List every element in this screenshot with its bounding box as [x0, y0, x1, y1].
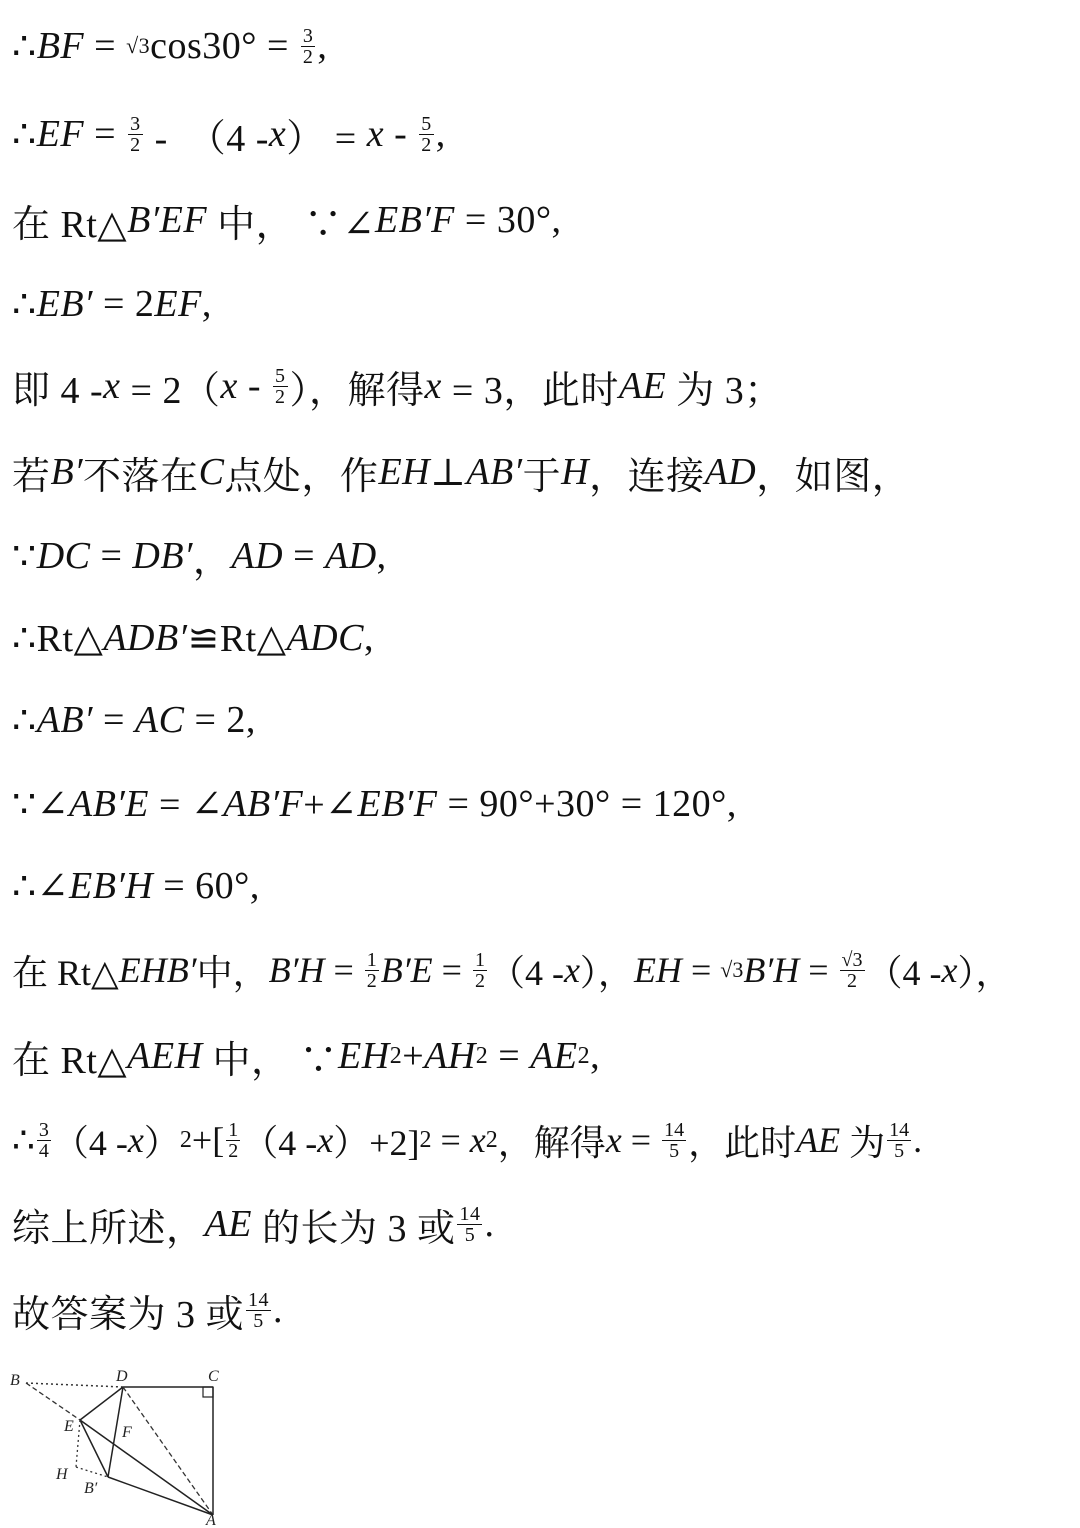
- solution-line-11: ∴∠ EB′H = 60°,: [12, 865, 260, 908]
- solution-line-10: ∵∠ AB′E = ∠ AB′F +∠ EB′F = 90°+30° = 120°,: [12, 783, 737, 826]
- label-H: H: [56, 1466, 68, 1483]
- solution-line-15: 综上所述， AE 的长为 3 或 $\frac{14}{5}$ .: [12, 1202, 495, 1250]
- solution-line-5: 即 4 - x = 2（ x - $\frac{5}{2}$ ），解得 x = 3，此时 AE 为 3；: [12, 364, 783, 412]
- label-F: F: [122, 1424, 132, 1441]
- label-D: D: [116, 1368, 128, 1385]
- solution-line-3: 在 Rt△ B′EF 中， ∵∠ EB′F = 30°,: [12, 199, 562, 246]
- label-C: C: [208, 1368, 219, 1385]
- solution-line-13: 在 Rt△ AEH 中， ∵ EH 2 + AH 2 = AE 2 ,: [12, 1035, 601, 1082]
- solution-line-8: ∴Rt△ ADB′ ≌Rt△ ADC ,: [12, 617, 374, 660]
- solution-line-12: 在 Rt△ EHB′ 中， B′H = $\frac{1}{2}$ B′E = $\frac{1}{2}$ （4 - x ）， EH = √3 B′H = $\frac{√3}{2}$ （4 - x ），: [12, 948, 1012, 993]
- label-E: E: [64, 1418, 74, 1435]
- solution-line-7: ∵ DC = DB′ ， AD = AD ,: [12, 535, 387, 582]
- solution-line-6: 若 B′ 不落在 C 点处，作 EH ⊥ AB′ 于 H ，连接 AD ，如图，: [12, 451, 911, 498]
- solution-line-2: ∴ EF = $\frac{3}{2}$ - （4 - x ） = x - $\frac{5}{2}$ ,: [12, 112, 446, 160]
- solution-line-9: ∴ AB′ = AC = 2,: [12, 699, 256, 742]
- label-B: B: [10, 1372, 20, 1389]
- geometry-figure: [8, 1365, 238, 1525]
- label-B-prime: B′: [84, 1480, 98, 1497]
- label-A: A: [206, 1512, 216, 1525]
- solution-line-4: ∴ EB′ = 2 EF ,: [12, 283, 212, 326]
- solution-line-16: 故答案为 3 或 $\frac{14}{5}$ .: [12, 1288, 284, 1336]
- solution-line-14: ∴ $\frac{3}{4}$ （4 - x ） 2 +[ $\frac{1}{2}$ （4 - x ）+2] 2 = x 2 ，解得 x = $\frac{14}{5}$ ，此时 AE 为 $\frac{14}{5}$ .: [12, 1118, 923, 1163]
- solution-line-1: ∴ BF = √3 cos30° = $\frac{3}{2}$ ,: [12, 24, 328, 68]
